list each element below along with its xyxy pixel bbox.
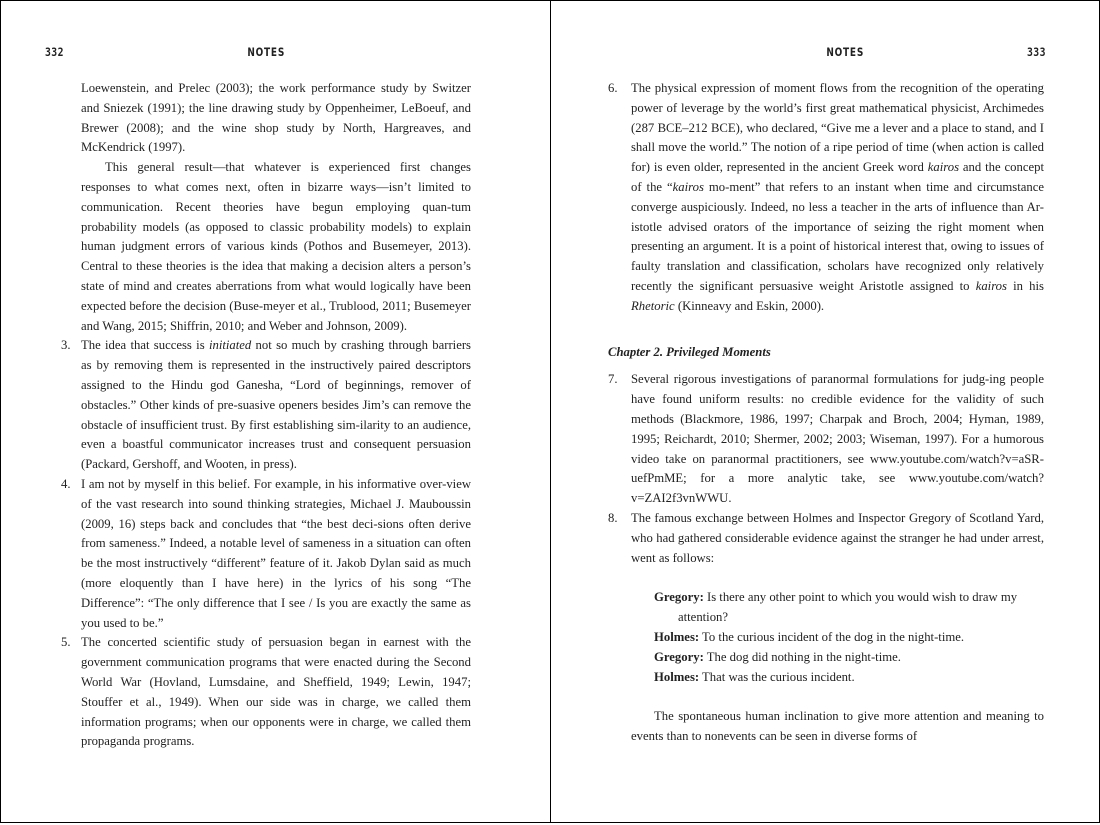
page-number: 332 — [45, 45, 64, 59]
dialog-block — [608, 588, 1044, 687]
note-5: 5. The concerted scientific study of persuasion began in earnest with the government communication programs that were enacted during the Second World War (Hovland, Lumsdaine, and Sheffield, 1949; Lewin, 1947; Stouffer et al., 1949). When our side was in charge, we called them information programs; when our opponents were in charge, we called them propaganda programs. — [61, 635, 471, 749]
note-7: 7. Several rigorous investigations of paranormal formulations for judg-ing people have found uniform results: no credible evidence for the validity of such methods (Blackmore, 1986, 1997; Charpak and Broch, 2004; Hyman, 1989, 1995; Reichardt, 2010; Shermer, 2002; 2003; Wiseman, 1997). For a humorous video take on paranormal practitioners, see www.youtube.com/watch?v=aSR-uefPmME; for a more analytic take, see www.youtube.com/watch?v=ZAI2f3vnWWU. — [608, 372, 1044, 506]
speaker: Holmes: — [654, 669, 700, 684]
note-number: 8. — [608, 510, 618, 525]
speaker: Holmes: — [654, 629, 700, 644]
speaker: Gregory: — [654, 590, 704, 605]
note-3: 3. The idea that success is initiated not so much by crashing through barriers as by removing them is represented in the instructively paired descriptors assigned to the Hindu god Ganesha, “Lord of beginnings, remover of obstacles.” Other kinds of pre-suasive openers besides Jim’s can remove the obstacle of insufficient trust. By first establishing sim-ilarity to an audience, even a boastful communicator increases trust and consequent persuasion (Packard, Gershoff, and Wooten, in press). — [61, 338, 471, 472]
note-number: 3. — [61, 338, 71, 353]
note-number: 5. — [61, 635, 71, 650]
speaker: Gregory: — [654, 649, 704, 664]
dialog-line: Gregory: Is there any other point to which you would wish to draw my attention? — [654, 590, 1018, 625]
note-8: 8. The famous exchange between Holmes and Inspector Gregory of Scotland Yard, who had gathered considerable evidence against the stranger he had under arrest, went as follows: — [608, 510, 1044, 565]
note-4: 4. I am not by myself in this belief. For example, in his informative over-view of the vast research into sound thinking strategies, Michael J. Mauboussin (2009, 16) steps back and concludes that “the best deci-sions often derive from sameness.” Indeed, a notable level of sameness in a situation can often be the most instructively “different” feature of it. Jakob Dylan said as much (more eloquently than I have here) in the lyrics of his song “The Difference”: “The only difference that I see / Is you are exactly the same as you used to be.” — [61, 476, 471, 630]
left-column — [61, 79, 471, 752]
running-head: NOTES — [826, 45, 865, 59]
page-number: 333 — [1027, 45, 1046, 59]
dialog-line: Gregory: The dog did nothing in the night-time. — [654, 649, 901, 664]
left-page — [0, 0, 551, 823]
dialog-line: Holmes: That was the curious incident. — [654, 669, 855, 684]
note-number: 6. — [608, 81, 618, 95]
note-6: 6. The physical expression of moment flows from the recognition of the operating power of leverage by the world’s first great mathematical physicist, Archimedes (287 BCE–212 BCE), who declared, “Give me a lever and a place to stand, and I shall move the world.” The notion of a ripe period of time (when action is called for) is even older, represented in the ancient Greek word kairos and the concept of the “kairos mo-ment” that refers to an instant when time and circumstance converge auspiciously. Indeed, no less a teacher in the arts of influence than Ar-istotle advised orators of the importance of seizing the right moment when presenting an argument. It is a point of historical interest that, owing to issues of faulty translation and classification, scholars have recognized only relatively recently the significant persuasive weight Aristotle assigned to kairos in his Rhetoric (Kinneavy and Eskin, 2000). — [608, 81, 1045, 313]
right-column — [608, 79, 1045, 747]
note-number: 7. — [608, 372, 618, 387]
continued-paragraph: Loewenstein, and Prelec (2003); the work performance study by Switzer and Sniezek (1991); the line drawing study by Oppenheimer, LeBoeuf, and Brewer (2008); and the wine shop study by North, Hargreaves, and McKendrick (1997). — [81, 81, 471, 155]
chapter-heading: Chapter 2. Privileged Moments — [608, 344, 771, 359]
note-number: 4. — [61, 476, 71, 491]
body-paragraph: This general result—that whatever is experienced first changes responses to what comes next, often in bizarre ways—isn’t limited to communication. Recent theories have begun employing quan-tum probability models (as opposed to classic probability models) to explain human judgment errors of various kinds (Pothos and Busemeyer, 2013). Central to these theories is the idea that making a decision alters a person’s state of mind and creates aberrations from what would logically have been expected before the decision (Buse-meyer et al., Trublood, 2011; Busemeyer and Wang, 2015; Shiffrin, 2010; and Weber and Johnson, 2009). — [81, 160, 471, 333]
right-page — [550, 0, 1100, 823]
dialog-line: Holmes: To the curious incident of the dog in the night-time. — [654, 629, 965, 644]
running-head: NOTES — [247, 45, 286, 59]
body-paragraph: The spontaneous human inclination to give more attention and meaning to events than to nonevents can be seen in diverse forms of — [631, 709, 1044, 744]
